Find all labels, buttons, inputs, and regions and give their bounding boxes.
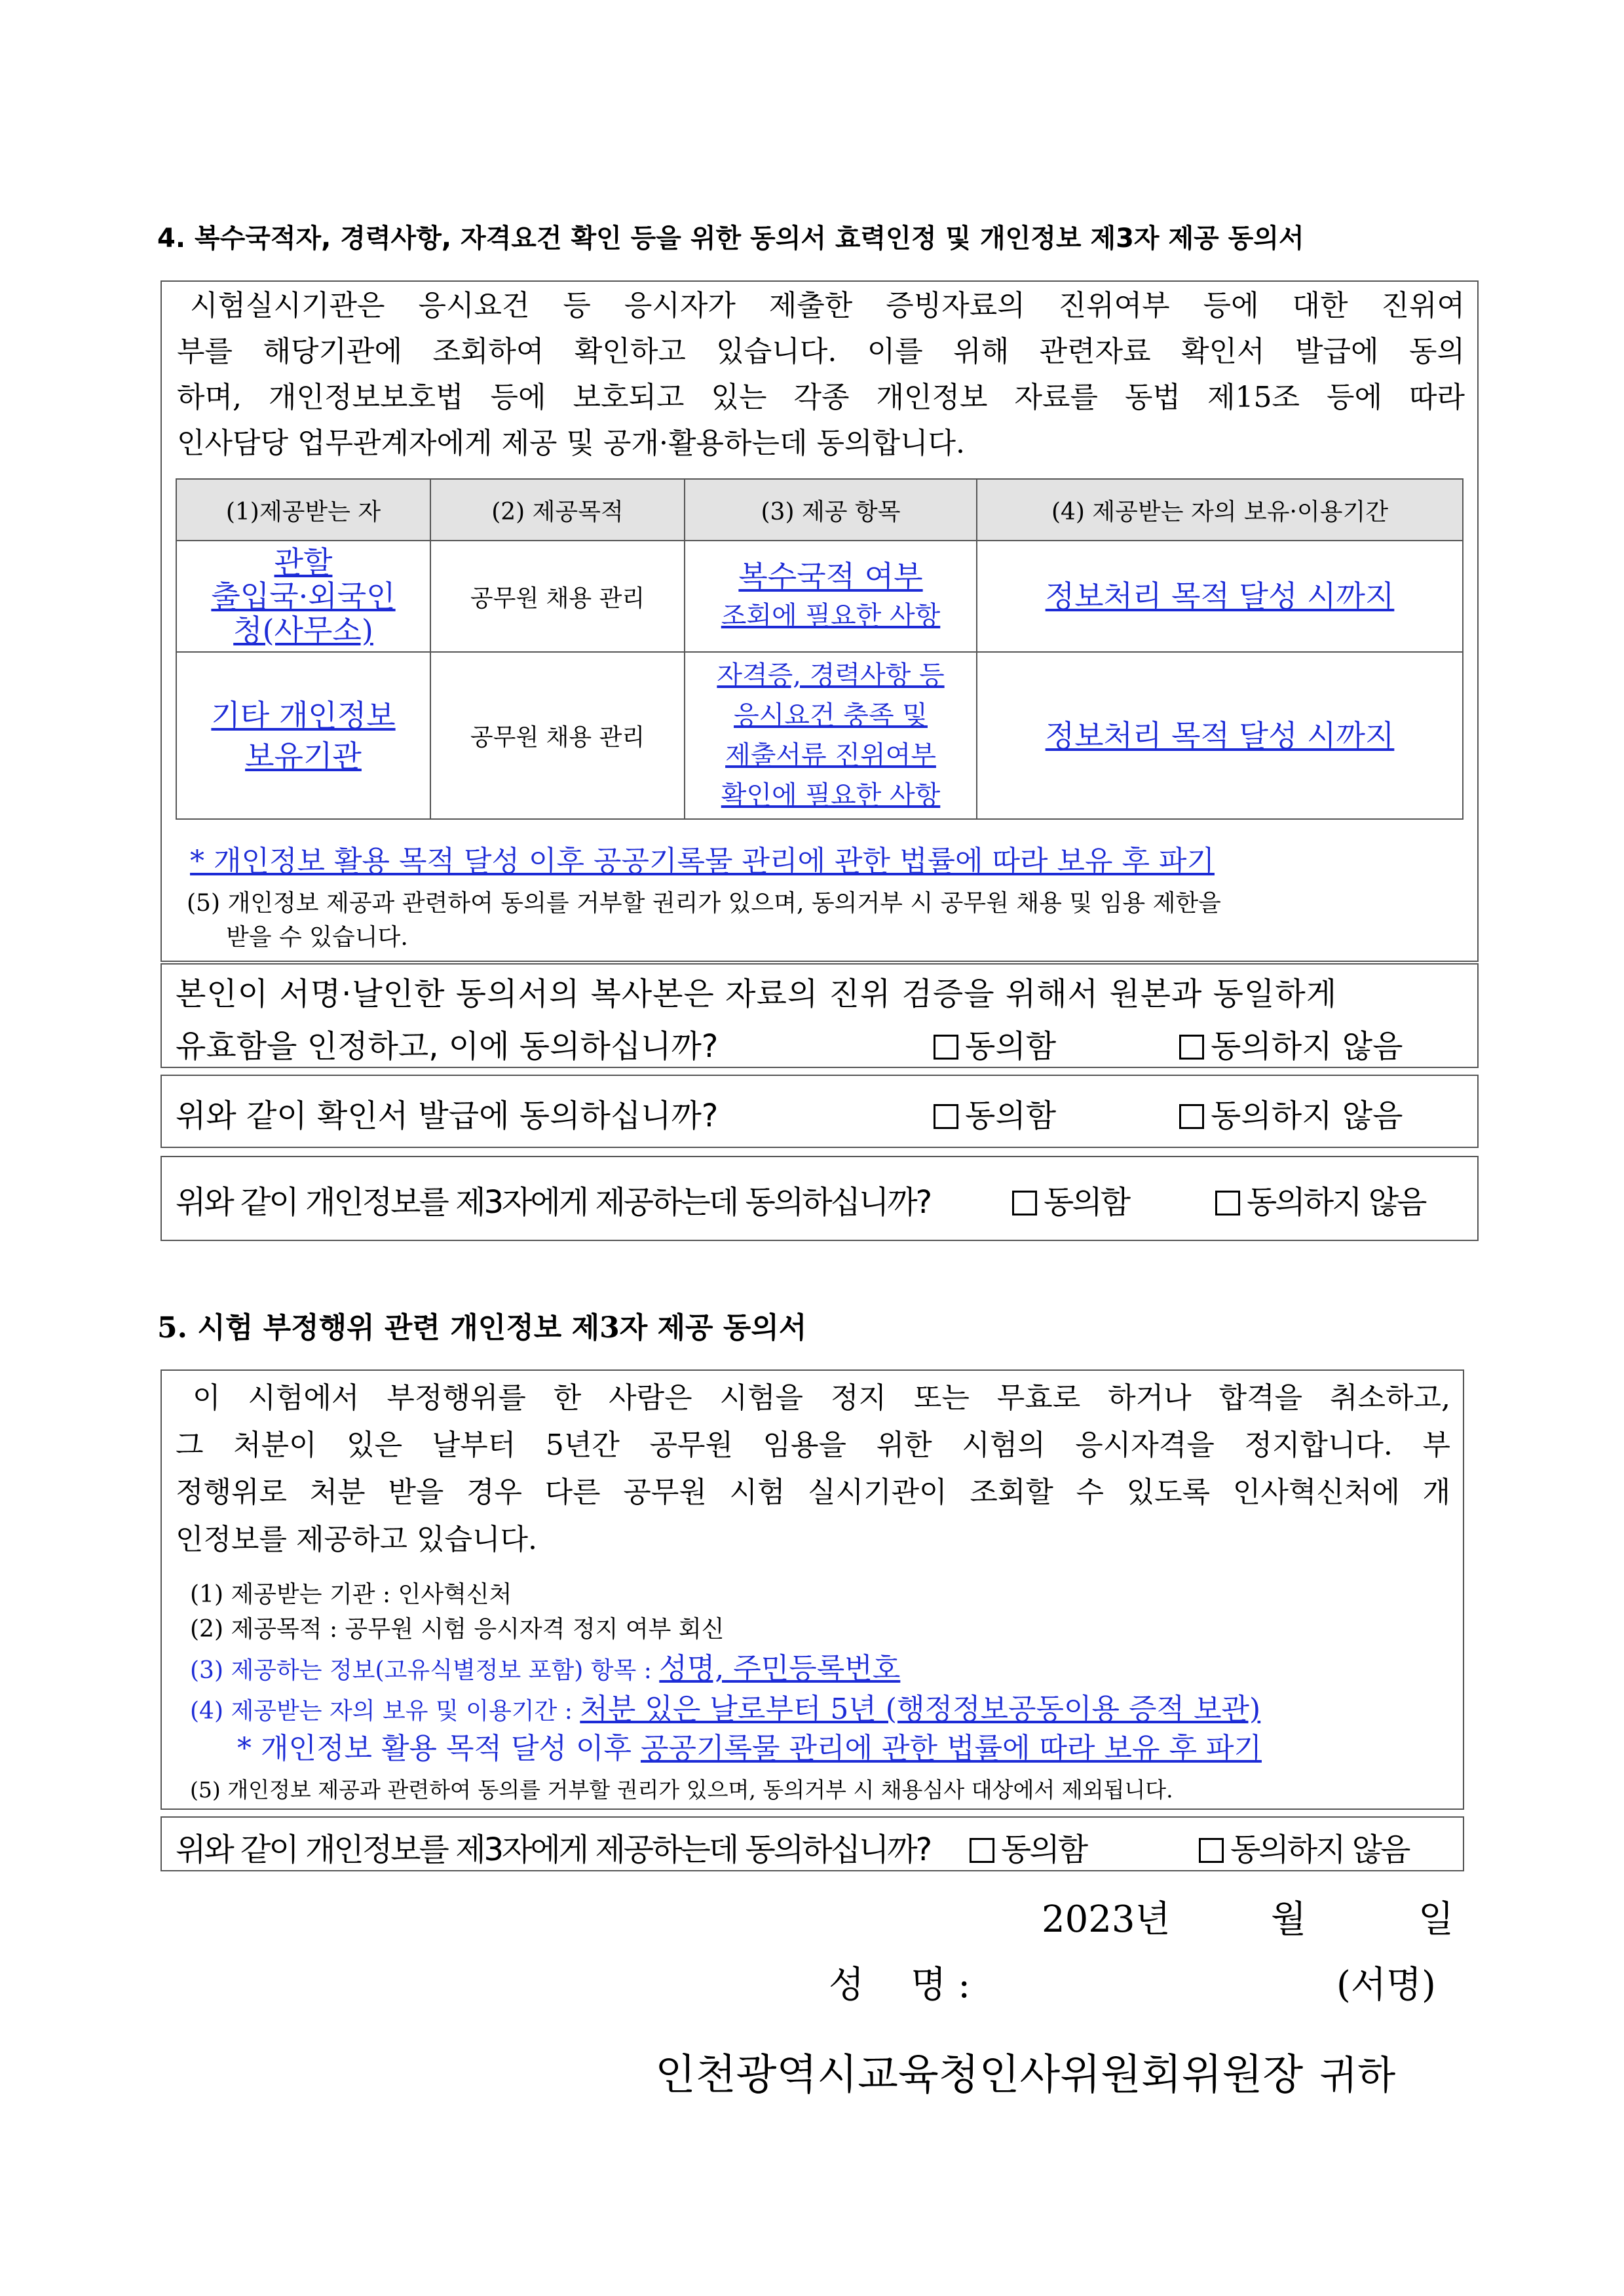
addressee-name: 인천광역시교육청인사위원회위원장 <box>655 2051 1304 2099</box>
item4-note-rest: 공공기록물 관리에 관한 법률에 따라 보유 후 파기 <box>640 1732 1262 1765</box>
table-header-row <box>176 479 1463 541</box>
period-text: 정보처리 목적 달성 시까지 <box>1045 718 1395 754</box>
section4-intro <box>177 283 1465 467</box>
disagree-label: 동의하지 않음 <box>1211 1098 1403 1134</box>
disagree-label: 동의하지 않음 <box>1230 1831 1409 1868</box>
intro-line: 그 처분이 있은 날부터 5년간 공무원 임용을 위한 시험의 응시자격을 정지합니다. 부 <box>176 1428 1450 1462</box>
items-line: 응시요건 충족 및 <box>734 700 928 731</box>
addressee-honorific: 귀하 <box>1319 2053 1396 2099</box>
item3-info <box>190 1645 900 1687</box>
recipient-line: 관할 <box>274 545 333 580</box>
q1-disagree-option[interactable] <box>1179 1021 1403 1066</box>
date-month: 월 <box>1271 1898 1307 1941</box>
item1-recipient: (1) 제공받는 기관 : 인사혁신처 <box>190 1581 512 1608</box>
q5-disagree-option[interactable] <box>1199 1824 1408 1869</box>
col-header-recipient: (1)제공받는 자 <box>176 479 430 541</box>
table-row <box>176 541 1463 652</box>
section4-heading: 4. 복수국적자, 경력사항, 자격요건 확인 등을 위한 동의서 효력인정 및 개인정보 제3자 제공 동의서 <box>157 223 1304 254</box>
q2-disagree-checkbox[interactable] <box>1179 1104 1204 1129</box>
intro-line: 부를 해당기관에 조회하여 확인하고 있습니다. 이를 위해 관련자료 확인서 발급에 동의 <box>177 335 1465 368</box>
recipient-line: 출입국·외국인 <box>211 579 396 614</box>
item4-retention-note <box>237 1725 1262 1767</box>
recipient-cell <box>176 541 430 652</box>
purpose-cell: 공무원 채용 관리 <box>430 652 685 819</box>
period-text: 정보처리 목적 달성 시까지 <box>1045 579 1395 614</box>
retention-note: * 개인정보 활용 목적 달성 이후 공공기록물 관리에 관한 법률에 따라 보유 후 파기 <box>190 845 1215 878</box>
item2-purpose: (2) 제공목적 : 공무원 시험 응시자격 정지 여부 회신 <box>190 1616 725 1643</box>
date-day: 일 <box>1418 1898 1454 1941</box>
q5-text: 위와 같이 개인정보를 제3자에게 제공하는데 동의하십니까? <box>176 1831 931 1868</box>
period-cell <box>977 652 1463 819</box>
item3-label: (3) 제공하는 정보(고유식별정보 포함) 항목 : <box>190 1657 660 1684</box>
agree-label: 동의함 <box>965 1098 1057 1134</box>
item4-period <box>190 1685 1260 1727</box>
purpose-cell: 공무원 채용 관리 <box>430 541 685 652</box>
q3-text: 위와 같이 개인정보를 제3자에게 제공하는데 동의하십니까? <box>176 1184 931 1221</box>
agree-label: 동의함 <box>1044 1184 1129 1221</box>
recipient-line: 보유기관 <box>245 738 362 774</box>
q3-disagree-checkbox[interactable] <box>1215 1191 1240 1215</box>
recipient-line: 청(사무소) <box>233 613 373 648</box>
disagree-label: 동의하지 않음 <box>1211 1028 1403 1065</box>
q5-agree-checkbox[interactable] <box>970 1838 994 1863</box>
q1-agree-checkbox[interactable] <box>934 1035 958 1060</box>
q1-text-line2: 유효함을 인정하고, 이에 동의하십니까? <box>176 1028 719 1065</box>
items-line: 자격증, 경력사항 등 <box>717 660 945 691</box>
intro-line: 이 시험에서 부정행위를 한 사람은 시험을 정지 또는 무효로 하거나 합격을 취소하고, <box>193 1381 1450 1415</box>
q2-agree-option[interactable] <box>934 1090 1056 1136</box>
section5-intro <box>176 1375 1450 1563</box>
section5-heading: 5. 시험 부정행위 관련 개인정보 제3자 제공 동의서 <box>157 1311 807 1345</box>
items-line: 복수국적 여부 <box>738 559 923 594</box>
refusal-right-note-cont: 받을 수 있습니다. <box>226 924 408 951</box>
signature-label: (서명) <box>1336 1964 1436 2006</box>
q5-agree-option[interactable] <box>970 1824 1086 1869</box>
q3-agree-option[interactable] <box>1012 1177 1129 1222</box>
intro-line: 시험실시기관은 응시요건 등 응시자가 제출한 증빙자료의 진위여부 등에 대한 진위여 <box>190 289 1465 322</box>
addressee <box>655 2041 1395 2101</box>
recipient-line: 기타 개인정보 <box>211 697 396 733</box>
name-label: 성 명 : <box>829 1964 971 2006</box>
q3-agree-checkbox[interactable] <box>1012 1191 1037 1215</box>
q2-agree-checkbox[interactable] <box>934 1104 958 1129</box>
item4-note-star: * 개인정보 활용 목적 달성 이후 <box>237 1732 641 1765</box>
q1-agree-option[interactable] <box>934 1021 1056 1066</box>
item4-value: 처분 있은 날로부터 5년 (행정정보공동이용 증적 보관) <box>580 1693 1261 1726</box>
col-header-items: (3) 제공 항목 <box>685 479 977 541</box>
item4-label: (4) 제공받는 자의 보유 및 이용기간 : <box>190 1698 580 1725</box>
item3-value: 성명, 주민등록번호 <box>659 1652 901 1685</box>
intro-line: 정행위로 처분 받을 경우 다른 공무원 시험 실시기관이 조회할 수 있도록 인사혁신처에 개 <box>176 1476 1450 1509</box>
intro-line: 하며, 개인정보보호법 등에 보호되고 있는 각종 개인정보 자료를 동법 제15조 등에 따라 <box>177 381 1465 414</box>
col-header-period: (4) 제공받는 자의 보유·이용기간 <box>977 479 1463 541</box>
items-line: 제출서류 진위여부 <box>725 740 936 771</box>
recipient-cell <box>176 652 430 819</box>
q2-disagree-option[interactable] <box>1179 1090 1403 1136</box>
q1-text-line1: 본인이 서명·날인한 동의서의 복사본은 자료의 진위 검증을 위해서 원본과 동일하게 <box>176 976 1338 1012</box>
items-line: 조회에 필요한 사항 <box>721 601 941 631</box>
intro-line: 인정보를 제공하고 있습니다. <box>176 1523 538 1556</box>
period-cell <box>977 541 1463 652</box>
agree-label: 동의함 <box>1001 1831 1087 1868</box>
table-row <box>176 652 1463 819</box>
item5-refusal: (5) 개인정보 제공과 관련하여 동의를 거부할 권리가 있으며, 동의거부 시 채용심사 대상에서 제외됩니다. <box>190 1777 1173 1803</box>
items-cell <box>685 652 977 819</box>
items-cell <box>685 541 977 652</box>
q2-text: 위와 같이 확인서 발급에 동의하십니까? <box>176 1098 719 1134</box>
q1-disagree-checkbox[interactable] <box>1179 1035 1204 1060</box>
provision-table <box>176 478 1463 820</box>
refusal-right-note: (5) 개인정보 제공과 관련하여 동의를 거부할 권리가 있으며, 동의거부 시 공무원 채용 및 임용 제한을 <box>187 890 1221 917</box>
disagree-label: 동의하지 않음 <box>1247 1184 1426 1221</box>
agree-label: 동의함 <box>965 1028 1057 1065</box>
q3-disagree-option[interactable] <box>1215 1177 1425 1222</box>
items-line: 확인에 필요한 사항 <box>721 780 941 811</box>
date-year: 2023년 <box>1042 1898 1171 1941</box>
q5-disagree-checkbox[interactable] <box>1199 1838 1224 1863</box>
col-header-purpose: (2) 제공목적 <box>430 479 685 541</box>
intro-line: 인사담당 업무관계자에게 제공 및 공개·활용하는데 동의합니다. <box>177 427 966 460</box>
